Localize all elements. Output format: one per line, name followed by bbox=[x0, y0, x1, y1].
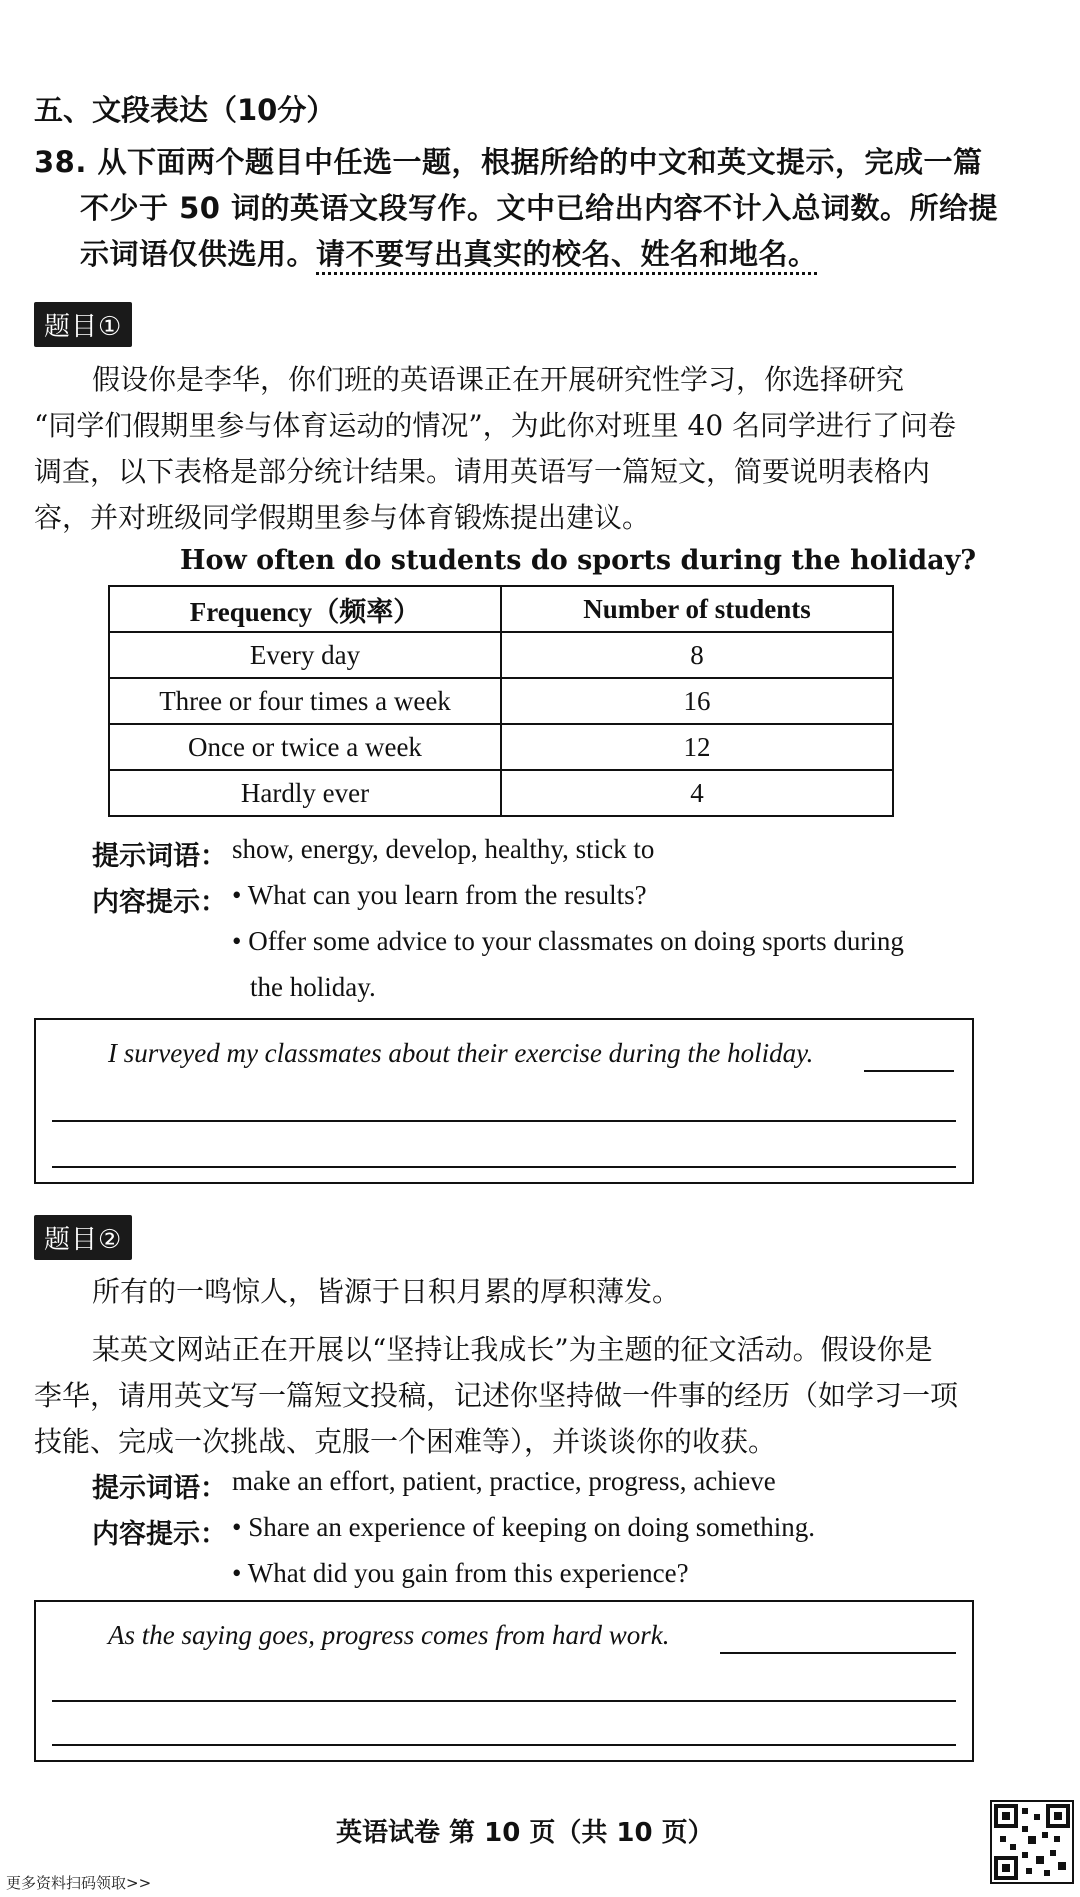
corner-note: 更多资料扫码领取>> bbox=[6, 1874, 152, 1892]
answer-line[interactable] bbox=[52, 1744, 956, 1746]
table-cell-count: 8 bbox=[501, 632, 893, 678]
page-footer: 英语试卷 第 10 页（共 10 页） bbox=[336, 1818, 714, 1848]
topic-1-hint-words: show, energy, develop, healthy, stick to bbox=[232, 834, 655, 864]
topic-2-para-line-0: 所有的一鸣惊人，皆源于日积月累的厚积薄发。 bbox=[92, 1275, 681, 1308]
answer-line[interactable] bbox=[52, 1166, 956, 1168]
topic-2-bullet-1: • Share an experience of keeping on doing something. bbox=[232, 1512, 816, 1542]
topic-1-badge: 题目① bbox=[34, 302, 132, 347]
table-row bbox=[109, 632, 893, 678]
qr-code-icon[interactable] bbox=[990, 1800, 1074, 1884]
table-row bbox=[109, 770, 893, 816]
table-cell-count: 16 bbox=[501, 678, 893, 724]
table-cell-count: 4 bbox=[501, 770, 893, 816]
topic-2-para-line-2: 李华，请用英文写一篇短文投稿，记述你坚持做一件事的经历（如学习一项 bbox=[34, 1379, 959, 1412]
topic-1-para-line-3: 调查，以下表格是部分统计结果。请用英语写一篇短文，简要说明表格内 bbox=[34, 455, 931, 488]
table-title: How often do students do sports during the holiday? bbox=[180, 545, 977, 576]
topic-2-hint-words: make an effort, patient, practice, progress, achieve bbox=[232, 1466, 776, 1496]
topic-2-para-line-1: 某英文网站正在开展以“坚持让我成长”为主题的征文活动。假设你是 bbox=[92, 1333, 933, 1366]
table-row bbox=[109, 724, 893, 770]
answer-line[interactable] bbox=[720, 1652, 956, 1654]
topic-1-prompt: I surveyed my classmates about their exercise during the holiday. bbox=[108, 1038, 814, 1068]
topic-2-para-line-3: 技能、完成一次挑战、克服一个困难等），并谈谈你的收获。 bbox=[34, 1425, 777, 1458]
table-cell-frequency: Every day bbox=[109, 632, 501, 678]
topic-2-hint-words-label: 提示词语： bbox=[92, 1473, 227, 1504]
question-line-3-a: 示词语仅供选用。 bbox=[80, 237, 317, 271]
topic-1-hint-words-label: 提示词语： bbox=[92, 841, 227, 872]
topic-1-bullet-2: • Offer some advice to your classmates on doing sports during bbox=[232, 926, 904, 956]
table-row bbox=[109, 678, 893, 724]
table-header-row bbox=[109, 586, 893, 632]
topic-1-para-line-1: 假设你是李华，你们班的英语课正在开展研究性学习，你选择研究 bbox=[92, 363, 905, 396]
table-cell-frequency: Hardly ever bbox=[109, 770, 501, 816]
question-line-3 bbox=[80, 232, 818, 273]
answer-line[interactable] bbox=[864, 1070, 954, 1072]
table-cell-frequency: Three or four times a week bbox=[109, 678, 501, 724]
topic-1-bullet-2-cont: the holiday. bbox=[250, 972, 376, 1002]
table-header-number: Number of students bbox=[501, 586, 893, 632]
topic-1-bullet-1: • What can you learn from the results? bbox=[232, 880, 647, 910]
section-title: 五、文段表达（10分） bbox=[34, 93, 336, 127]
topic-1-para-line-4: 容，并对班级同学假期里参与体育锻炼提出建议。 bbox=[34, 501, 651, 534]
topic-2-answer-box[interactable] bbox=[34, 1600, 974, 1762]
topic-1-para-line-2: “同学们假期里参与体育运动的情况”，为此你对班里 40 名同学进行了问卷 bbox=[34, 409, 957, 442]
topic-1-content-label: 内容提示： bbox=[92, 887, 227, 918]
qr-code-graphic bbox=[992, 1802, 1072, 1882]
table-cell-count: 12 bbox=[501, 724, 893, 770]
question-line-2: 不少于 50 词的英语文段写作。文中已给出内容不计入总词数。所给提 bbox=[80, 191, 999, 225]
frequency-table bbox=[108, 585, 894, 817]
answer-line[interactable] bbox=[52, 1120, 956, 1122]
topic-2-bullet-2: • What did you gain from this experience? bbox=[232, 1558, 689, 1588]
topic-1-answer-box[interactable] bbox=[34, 1018, 974, 1184]
answer-line[interactable] bbox=[52, 1700, 956, 1702]
topic-2-prompt: As the saying goes, progress comes from hard work. bbox=[108, 1620, 670, 1650]
table-header-frequency: Frequency（频率） bbox=[109, 586, 501, 632]
topic-2-content-label: 内容提示： bbox=[92, 1519, 227, 1550]
topic-2-badge: 题目② bbox=[34, 1215, 132, 1260]
question-line-1: 38. 从下面两个题目中任选一题，根据所给的中文和英文提示，完成一篇 bbox=[34, 145, 983, 179]
table-cell-frequency: Once or twice a week bbox=[109, 724, 501, 770]
question-line-3-emphasis: 请不要写出真实的校名、姓名和地名。 bbox=[316, 237, 818, 271]
